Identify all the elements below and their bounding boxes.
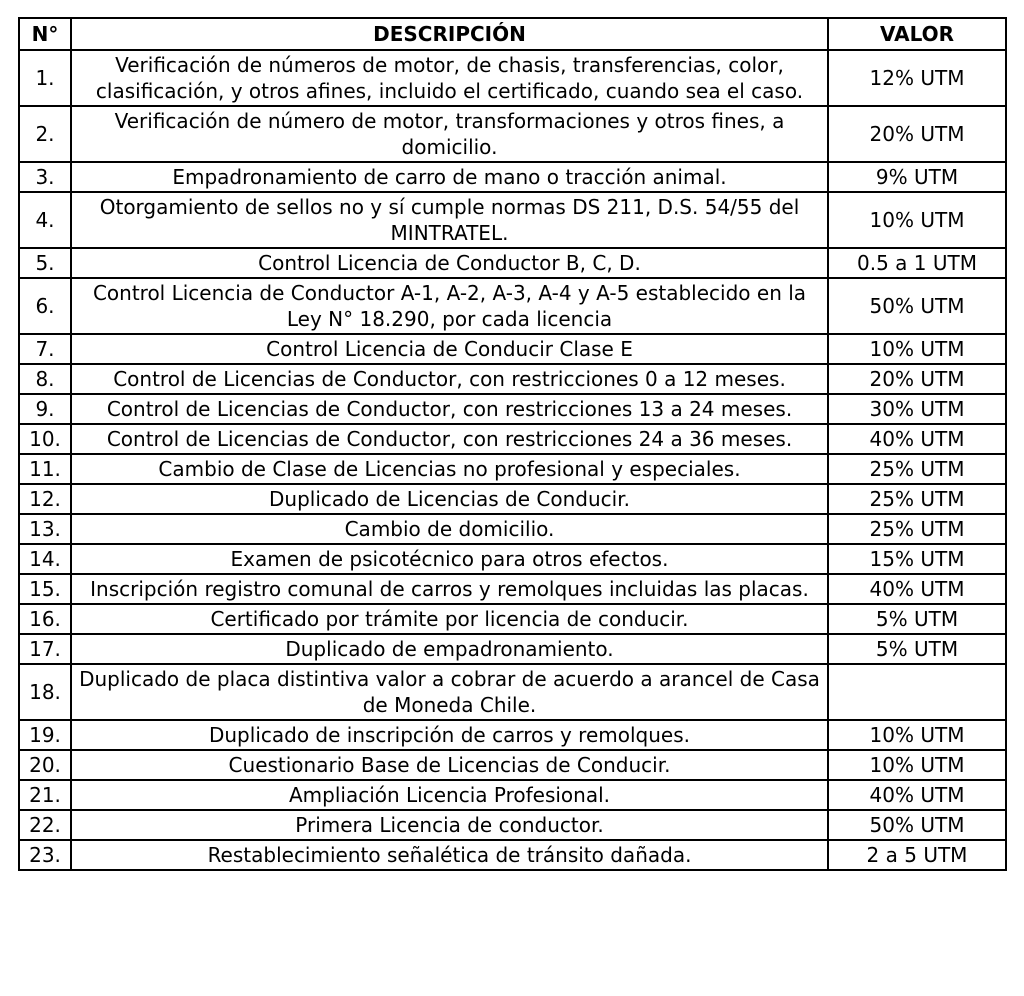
fee-schedule-table	[18, 17, 1007, 871]
table-row	[19, 394, 1006, 424]
cell-number: 4.	[19, 192, 71, 248]
cell-number: 7.	[19, 334, 71, 364]
cell-number: 16.	[19, 604, 71, 634]
cell-number: 1.	[19, 50, 71, 106]
cell-value: 5% UTM	[828, 634, 1006, 664]
cell-number: 21.	[19, 780, 71, 810]
table-row	[19, 634, 1006, 664]
table-row	[19, 604, 1006, 634]
cell-description: Inscripción registro comunal de carros y remolques incluidas las placas.	[71, 574, 828, 604]
table-row	[19, 278, 1006, 334]
header-value: VALOR	[828, 18, 1006, 50]
table-row	[19, 334, 1006, 364]
cell-number: 22.	[19, 810, 71, 840]
cell-description: Control Licencia de Conductor B, C, D.	[71, 248, 828, 278]
table-row	[19, 840, 1006, 870]
cell-description: Control Licencia de Conducir Clase E	[71, 334, 828, 364]
cell-value: 20% UTM	[828, 364, 1006, 394]
cell-description: Control Licencia de Conductor A-1, A-2, A-3, A-4 y A-5 establecido en la Ley N° 18.290, por cada licencia	[71, 278, 828, 334]
cell-description: Duplicado de Licencias de Conducir.	[71, 484, 828, 514]
cell-number: 15.	[19, 574, 71, 604]
cell-description: Verificación de números de motor, de chasis, transferencias, color, clasificación, y otros afines, incluido el certificado, cuando sea el caso.	[71, 50, 828, 106]
table-row	[19, 720, 1006, 750]
cell-number: 9.	[19, 394, 71, 424]
cell-description: Duplicado de inscripción de carros y remolques.	[71, 720, 828, 750]
header-description: DESCRIPCIÓN	[71, 18, 828, 50]
table-row	[19, 574, 1006, 604]
cell-description: Empadronamiento de carro de mano o tracción animal.	[71, 162, 828, 192]
table-body	[19, 50, 1006, 870]
table-row	[19, 810, 1006, 840]
cell-value: 30% UTM	[828, 394, 1006, 424]
cell-number: 6.	[19, 278, 71, 334]
cell-value: 40% UTM	[828, 780, 1006, 810]
cell-number: 14.	[19, 544, 71, 574]
cell-description: Duplicado de empadronamiento.	[71, 634, 828, 664]
cell-description: Verificación de número de motor, transformaciones y otros fines, a domicilio.	[71, 106, 828, 162]
cell-description: Duplicado de placa distintiva valor a cobrar de acuerdo a arancel de Casa de Moneda Chile.	[71, 664, 828, 720]
cell-value: 10% UTM	[828, 750, 1006, 780]
cell-description: Control de Licencias de Conductor, con restricciones 13 a 24 meses.	[71, 394, 828, 424]
cell-value: 0.5 a 1 UTM	[828, 248, 1006, 278]
header-number: N°	[19, 18, 71, 50]
cell-value: 12% UTM	[828, 50, 1006, 106]
cell-number: 8.	[19, 364, 71, 394]
table-head	[19, 18, 1006, 50]
cell-value: 2 a 5 UTM	[828, 840, 1006, 870]
cell-value: 50% UTM	[828, 278, 1006, 334]
cell-value: 25% UTM	[828, 484, 1006, 514]
cell-value: 9% UTM	[828, 162, 1006, 192]
cell-value: 50% UTM	[828, 810, 1006, 840]
cell-description: Cambio de Clase de Licencias no profesional y especiales.	[71, 454, 828, 484]
cell-number: 20.	[19, 750, 71, 780]
cell-value: 10% UTM	[828, 720, 1006, 750]
cell-number: 23.	[19, 840, 71, 870]
cell-number: 2.	[19, 106, 71, 162]
table-row	[19, 364, 1006, 394]
table-header-row	[19, 18, 1006, 50]
cell-description: Restablecimiento señalética de tránsito dañada.	[71, 840, 828, 870]
cell-number: 18.	[19, 664, 71, 720]
cell-value: 25% UTM	[828, 454, 1006, 484]
cell-number: 17.	[19, 634, 71, 664]
table-row	[19, 514, 1006, 544]
cell-value: 40% UTM	[828, 424, 1006, 454]
table-row	[19, 424, 1006, 454]
cell-description: Cuestionario Base de Licencias de Conducir.	[71, 750, 828, 780]
cell-description: Examen de psicotécnico para otros efectos.	[71, 544, 828, 574]
cell-value	[828, 664, 1006, 720]
cell-number: 3.	[19, 162, 71, 192]
table-row	[19, 544, 1006, 574]
cell-number: 12.	[19, 484, 71, 514]
cell-number: 10.	[19, 424, 71, 454]
cell-value: 15% UTM	[828, 544, 1006, 574]
cell-description: Cambio de domicilio.	[71, 514, 828, 544]
cell-value: 5% UTM	[828, 604, 1006, 634]
table-row	[19, 106, 1006, 162]
table-row	[19, 248, 1006, 278]
cell-number: 19.	[19, 720, 71, 750]
table-row	[19, 192, 1006, 248]
cell-description: Control de Licencias de Conductor, con restricciones 24 a 36 meses.	[71, 424, 828, 454]
table-row	[19, 750, 1006, 780]
cell-value: 10% UTM	[828, 192, 1006, 248]
table-row	[19, 162, 1006, 192]
cell-description: Otorgamiento de sellos no y sí cumple normas DS 211, D.S. 54/55 del MINTRATEL.	[71, 192, 828, 248]
cell-description: Primera Licencia de conductor.	[71, 810, 828, 840]
cell-value: 25% UTM	[828, 514, 1006, 544]
table-row	[19, 780, 1006, 810]
table-row	[19, 484, 1006, 514]
cell-value: 10% UTM	[828, 334, 1006, 364]
cell-description: Certificado por trámite por licencia de conducir.	[71, 604, 828, 634]
cell-value: 20% UTM	[828, 106, 1006, 162]
table-row	[19, 454, 1006, 484]
cell-description: Ampliación Licencia Profesional.	[71, 780, 828, 810]
cell-description: Control de Licencias de Conductor, con restricciones 0 a 12 meses.	[71, 364, 828, 394]
cell-number: 11.	[19, 454, 71, 484]
table-row	[19, 50, 1006, 106]
cell-number: 13.	[19, 514, 71, 544]
table-row	[19, 664, 1006, 720]
cell-value: 40% UTM	[828, 574, 1006, 604]
cell-number: 5.	[19, 248, 71, 278]
